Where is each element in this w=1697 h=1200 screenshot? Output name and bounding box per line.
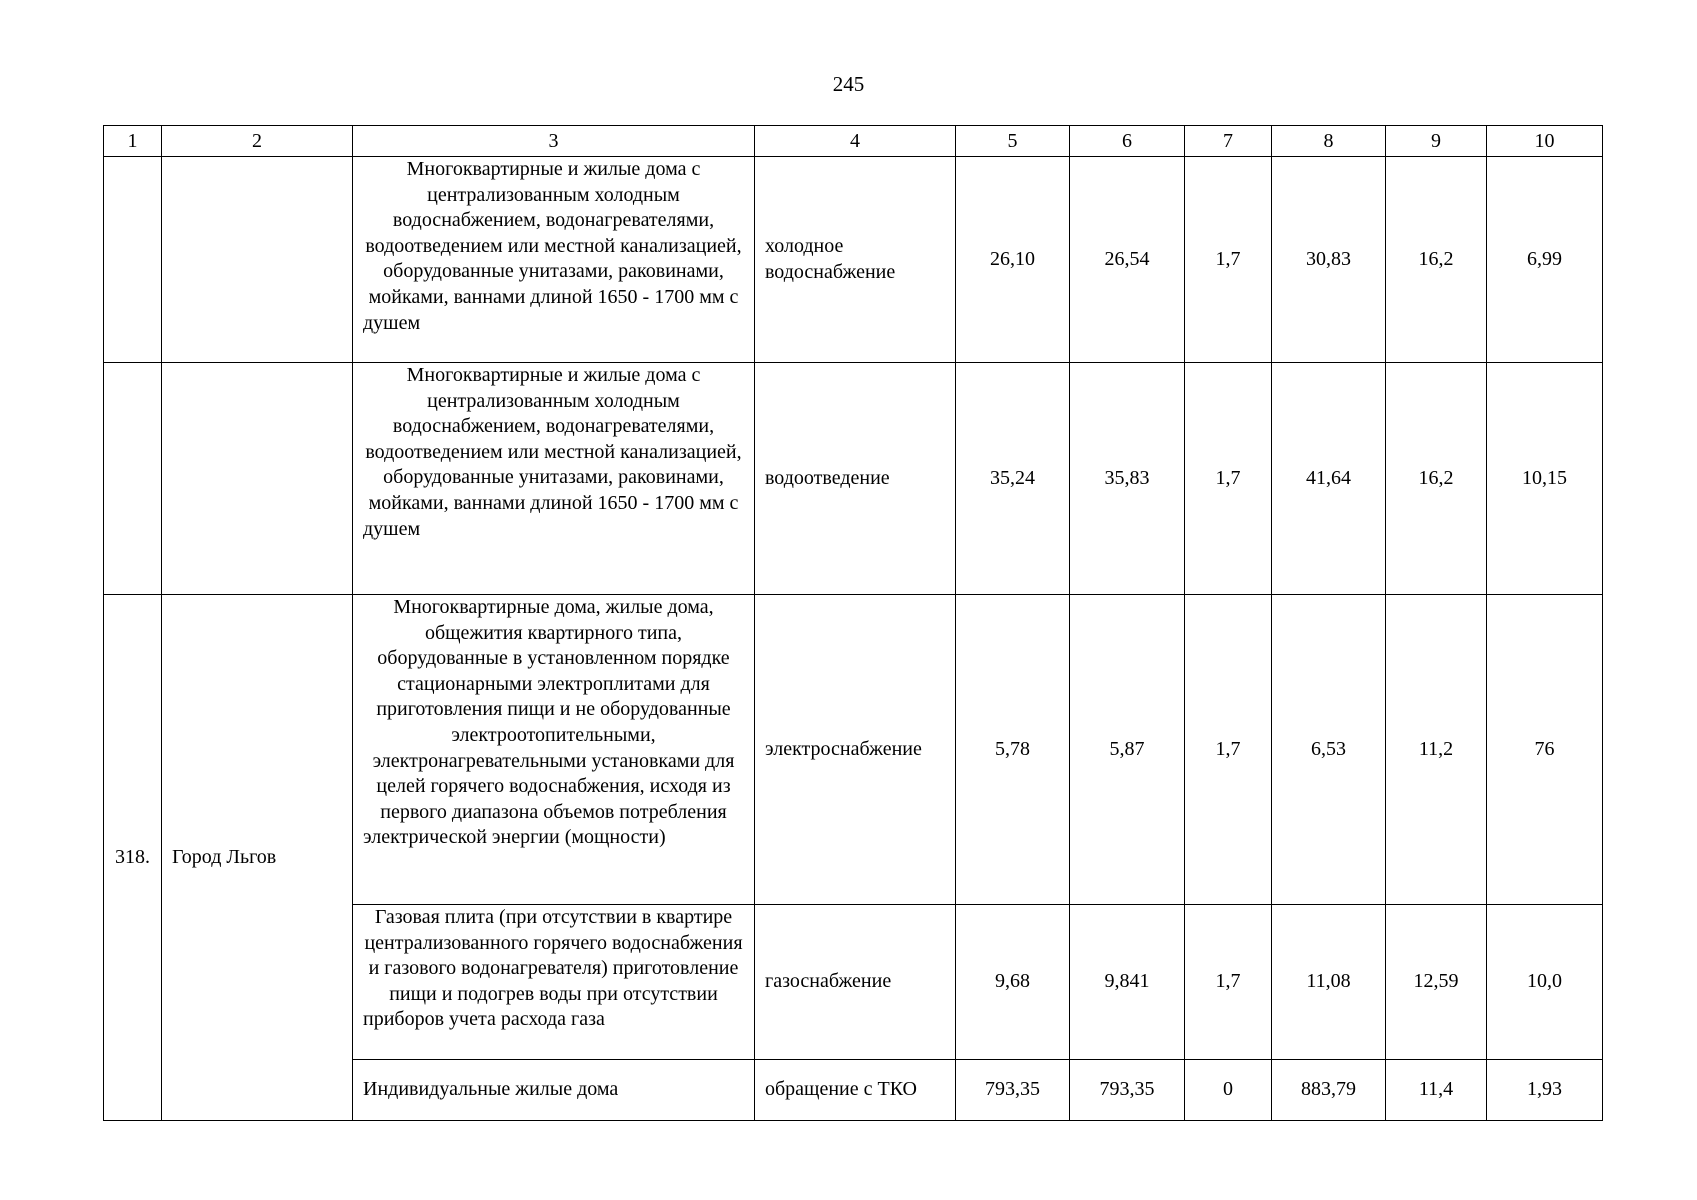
value-cell: 793,35	[956, 1060, 1070, 1121]
value-cell: 883,79	[1272, 1060, 1386, 1121]
column-header: 1	[104, 126, 162, 157]
value-cell: 5,78	[956, 595, 1070, 905]
region-cell	[162, 157, 353, 363]
value-cell: 793,35	[1070, 1060, 1185, 1121]
value-cell: 1,7	[1185, 905, 1272, 1060]
value-cell: 5,87	[1070, 595, 1185, 905]
value-cell: 76	[1487, 595, 1603, 905]
service-cell: холодное водоснабжение	[755, 157, 956, 363]
value-cell: 1,7	[1185, 157, 1272, 363]
row-number-cell	[104, 363, 162, 595]
header-row	[104, 126, 1603, 157]
value-cell: 10,15	[1487, 363, 1603, 595]
value-cell: 11,4	[1386, 1060, 1487, 1121]
tariff-table	[103, 125, 1603, 1121]
region-cell: Город Льгов	[162, 595, 353, 1121]
table-row	[104, 595, 1603, 905]
value-cell: 12,59	[1386, 905, 1487, 1060]
service-cell: обращение с ТКО	[755, 1060, 956, 1121]
column-header: 4	[755, 126, 956, 157]
column-header: 9	[1386, 126, 1487, 157]
value-cell: 35,83	[1070, 363, 1185, 595]
column-header: 3	[353, 126, 755, 157]
value-cell: 11,2	[1386, 595, 1487, 905]
value-cell: 9,68	[956, 905, 1070, 1060]
value-cell: 9,841	[1070, 905, 1185, 1060]
value-cell: 26,10	[956, 157, 1070, 363]
column-header: 6	[1070, 126, 1185, 157]
row-number-cell	[104, 157, 162, 363]
description-cell: Многоквартирные и жилые дома с централизованным холодным водоснабжением, водонагревателями, водоотведением или местной канализацией, оборудованные унитазами, раковинами, мойками, ваннами длиной 1650 - 1700 мм с душем	[353, 363, 755, 595]
value-cell: 10,0	[1487, 905, 1603, 1060]
column-header: 2	[162, 126, 353, 157]
value-cell: 6,53	[1272, 595, 1386, 905]
value-cell: 35,24	[956, 363, 1070, 595]
table-row	[104, 157, 1603, 363]
table-row	[104, 363, 1603, 595]
value-cell: 16,2	[1386, 157, 1487, 363]
description-cell: Многоквартирные и жилые дома с централизованным холодным водоснабжением, водонагревателями, водоотведением или местной канализацией, оборудованные унитазами, раковинами, мойками, ваннами длиной 1650 - 1700 мм с душем	[353, 157, 755, 363]
value-cell: 6,99	[1487, 157, 1603, 363]
value-cell: 16,2	[1386, 363, 1487, 595]
page-number: 245	[832, 72, 865, 96]
value-cell: 26,54	[1070, 157, 1185, 363]
description-cell: Многоквартирные дома, жилые дома, общежития квартирного типа, оборудованные в установленном порядке стационарными электроплитами для приготовления пищи и не оборудованные электроотопительными, электронагревательными установками для целей горячего водоснабжения, исходя из первого диапазона объемов потребления электрической энергии (мощности)	[353, 595, 755, 905]
description-cell: Индивидуальные жилые дома	[353, 1060, 755, 1121]
value-cell: 1,93	[1487, 1060, 1603, 1121]
value-cell: 41,64	[1272, 363, 1386, 595]
value-cell: 0	[1185, 1060, 1272, 1121]
service-cell: водоотведение	[755, 363, 956, 595]
service-cell: электроснабжение	[755, 595, 956, 905]
column-header: 7	[1185, 126, 1272, 157]
value-cell: 1,7	[1185, 363, 1272, 595]
value-cell: 30,83	[1272, 157, 1386, 363]
service-cell: газоснабжение	[755, 905, 956, 1060]
column-header: 10	[1487, 126, 1603, 157]
value-cell: 1,7	[1185, 595, 1272, 905]
description-cell: Газовая плита (при отсутствии в квартире централизованного горячего водоснабжения и газового водонагревателя) приготовление пищи и подогрев воды при отсутствии приборов учета расхода газа	[353, 905, 755, 1060]
row-number-cell: 318.	[104, 595, 162, 1121]
column-header: 5	[956, 126, 1070, 157]
value-cell: 11,08	[1272, 905, 1386, 1060]
column-header: 8	[1272, 126, 1386, 157]
region-cell	[162, 363, 353, 595]
